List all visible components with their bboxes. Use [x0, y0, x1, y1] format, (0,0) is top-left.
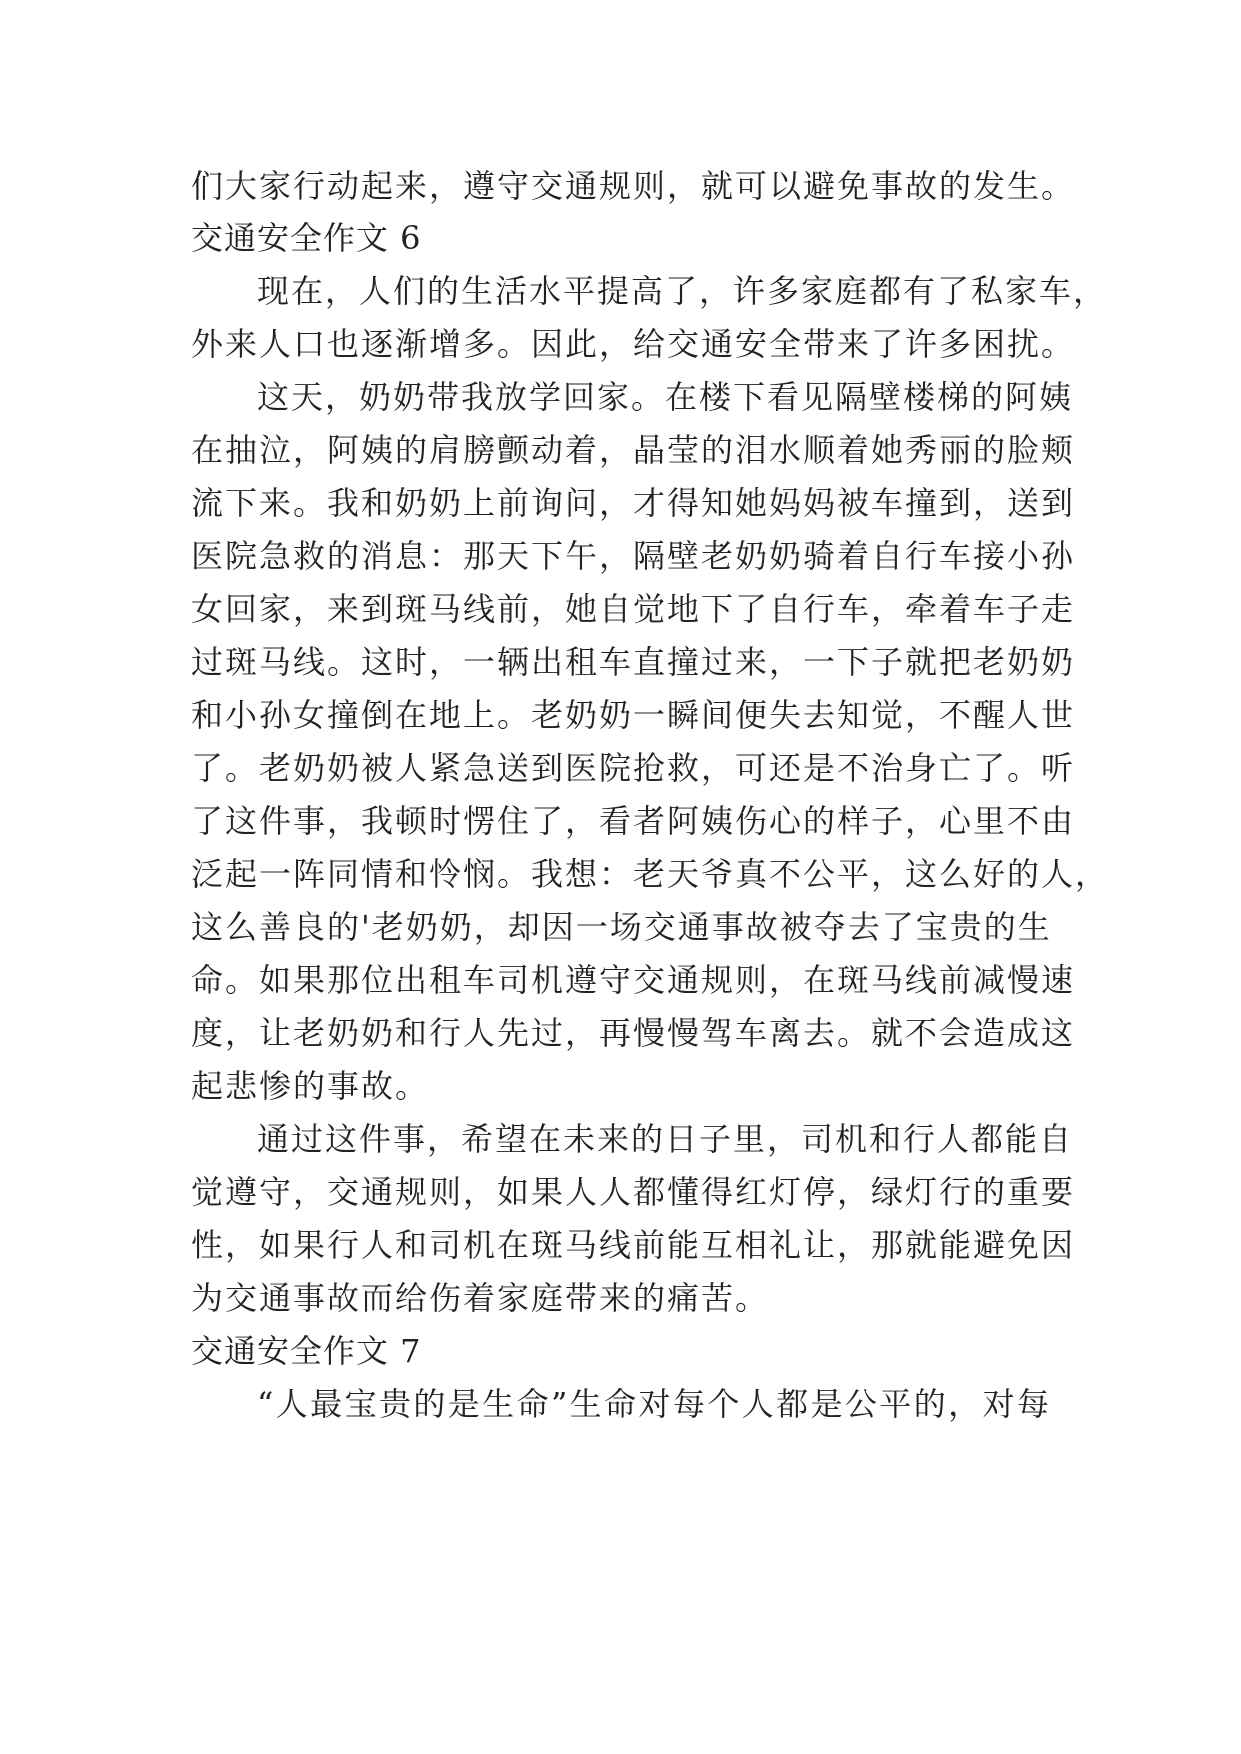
text-line: 觉遵守，交通规则，如果人人都懂得红灯停，绿灯行的重要: [191, 1173, 1076, 1211]
section-heading: 交通安全作文 7: [191, 1332, 422, 1370]
text-line: 泛起一阵同情和怜悯。我想：老天爷真不公平，这么好的人，: [191, 855, 1110, 893]
text-line: 了。老奶奶被人紧急送到医院抢救，可还是不治身亡了。听: [191, 749, 1076, 787]
text-line: 和小孙女撞倒在地上。老奶奶一瞬间便失去知觉，不醒人世: [191, 696, 1076, 734]
text-line: 这天，奶奶带我放学回家。在楼下看见隔壁楼梯的阿姨: [257, 378, 1074, 416]
text-line: 为交通事故而给伤着家庭带来的痛苦。: [191, 1279, 770, 1317]
text-line: 通过这件事，希望在未来的日子里，司机和行人都能自: [257, 1120, 1074, 1158]
text-line: 性，如果行人和司机在斑马线前能互相礼让，那就能避免因: [191, 1226, 1076, 1264]
text-line: 外来人口也逐渐增多。因此，给交通安全带来了许多困扰。: [191, 325, 1076, 363]
text-line: 命。如果那位出租车司机遵守交通规则，在斑马线前减慢速: [191, 961, 1076, 999]
text-line: 现在，人们的生活水平提高了，许多家庭都有了私家车，: [257, 272, 1108, 310]
text-line: 在抽泣，阿姨的肩膀颤动着，晶莹的泪水顺着她秀丽的脸颊: [191, 431, 1076, 469]
text-line: 了这件事，我顿时愣住了，看者阿姨伤心的样子，心里不由: [191, 802, 1076, 840]
text-line: 医院急救的消息：那天下午，隔壁老奶奶骑着自行车接小孙: [191, 537, 1076, 575]
text-line: 过斑马线。这时，一辆出租车直撞过来，一下子就把老奶奶: [191, 643, 1076, 681]
section-heading: 交通安全作文 6: [191, 219, 422, 257]
text-line: 度，让老奶奶和行人先过，再慢慢驾车离去。就不会造成这: [191, 1014, 1076, 1052]
text-line: 流下来。我和奶奶上前询问，才得知她妈妈被车撞到，送到: [191, 484, 1076, 522]
text-line: 女回家，来到斑马线前，她自觉地下了自行车，牵着车子走: [191, 590, 1076, 628]
text-line: 们大家行动起来，遵守交通规则，就可以避免事故的发生。: [191, 167, 1076, 205]
text-line: “人最宝贵的是生命”生命对每个人都是公平的，对每: [257, 1385, 1051, 1423]
text-line: 这么善良的'老奶奶，却因一场交通事故被夺去了宝贵的生: [191, 908, 1052, 946]
text-line: 起悲惨的事故。: [191, 1067, 430, 1105]
